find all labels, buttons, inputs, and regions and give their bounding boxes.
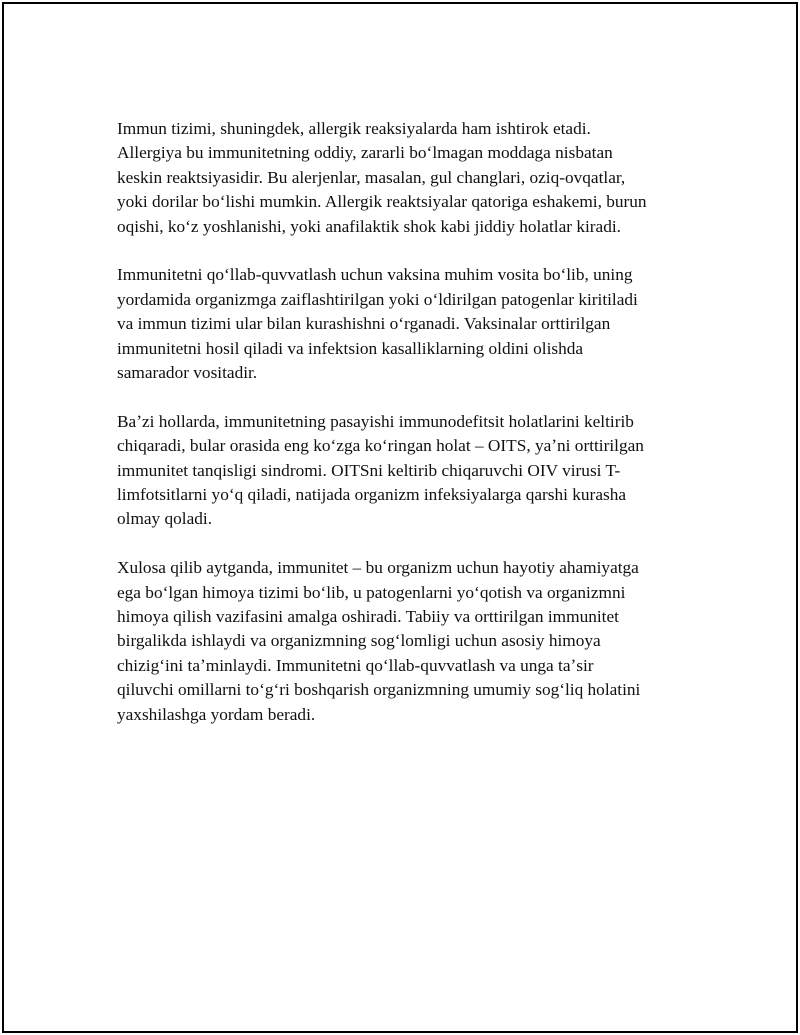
text-line: yaxshilashga yordam beradi. xyxy=(117,704,316,724)
text-line: himoya qilish vazifasini amalga oshiradi. Tabiiy va orttirilgan immunitet xyxy=(117,607,619,627)
paragraph-conclusion xyxy=(117,556,687,727)
text-line: samarador vositadir. xyxy=(117,363,258,383)
text-line: va immun tizimi ular bilan kurashishni oʻrganadi. Vaksinalar orttirilgan xyxy=(117,314,611,334)
text-line: Immunitetni qoʻllab-quvvatlash uchun vaksina muhim vosita boʻlib, uning xyxy=(117,265,633,285)
text-line: Immun tizimi, shuningdek, allergik reaksiyalarda ham ishtirok etadi. xyxy=(117,119,591,138)
text-line: keskin reaktsiyasidir. Bu alerjenlar, masalan, gul changlari, oziq-ovqatlar, xyxy=(117,167,626,187)
text-line: oqishi, koʻz yoshlanishi, yoki anafilaktik shok kabi jiddiy holatlar kiradi. xyxy=(117,216,621,236)
text-line: qiluvchi omillarni toʻgʻri boshqarish organizmning umumiy sogʻliq holatini xyxy=(117,680,641,700)
text-line: chizigʻini taʼminlaydi. Immunitetni qoʻllab-quvvatlash va unga taʼsir xyxy=(117,655,594,675)
text-line: Baʼzi hollarda, immunitetning pasayishi immunodefitsit holatlarini keltirib xyxy=(117,411,634,431)
text-line: birgalikda ishlaydi va organizmning sogʻlomligi uchun asosiy himoya xyxy=(117,631,601,651)
text-line: ega boʻlgan himoya tizimi boʻlib, u patogenlarni yoʻqotish va organizmni xyxy=(117,582,626,602)
text-line: yoki dorilar boʻlishi mumkin. Allergik reaktsiyalar qatoriga eshakemi, burun xyxy=(117,192,647,212)
text-line: chiqaradi, bular orasida eng koʻzga koʻringan holat – OITS, yaʼni orttirilgan xyxy=(117,436,644,456)
text-line: Allergiya bu immunitetning oddiy, zararli boʻlmagan moddaga nisbatan xyxy=(117,143,613,163)
text-line: limfotsitlarni yoʻq qiladi, natijada organizm infeksiyalarga qarshi kurasha xyxy=(117,485,627,505)
document-body xyxy=(117,117,687,752)
paragraph-allergy xyxy=(117,117,687,239)
text-line: yordamida organizmga zaiflashtirilgan yoki oʻldirilgan patogenlar kiritiladi xyxy=(117,289,638,309)
text-line: immunitetni hosil qiladi va infektsion kasalliklarning oldini olishda xyxy=(117,338,584,358)
text-line: immunitet tanqisligi sindromi. OITSni keltirib chiqaruvchi OIV virusi T- xyxy=(117,460,621,480)
paragraph-immunodeficiency xyxy=(117,410,687,532)
text-line: olmay qoladi. xyxy=(117,509,213,529)
paragraph-vaccine xyxy=(117,263,687,385)
text-line: Xulosa qilib aytganda, immunitet – bu organizm uchun hayotiy ahamiyatga xyxy=(117,558,639,578)
